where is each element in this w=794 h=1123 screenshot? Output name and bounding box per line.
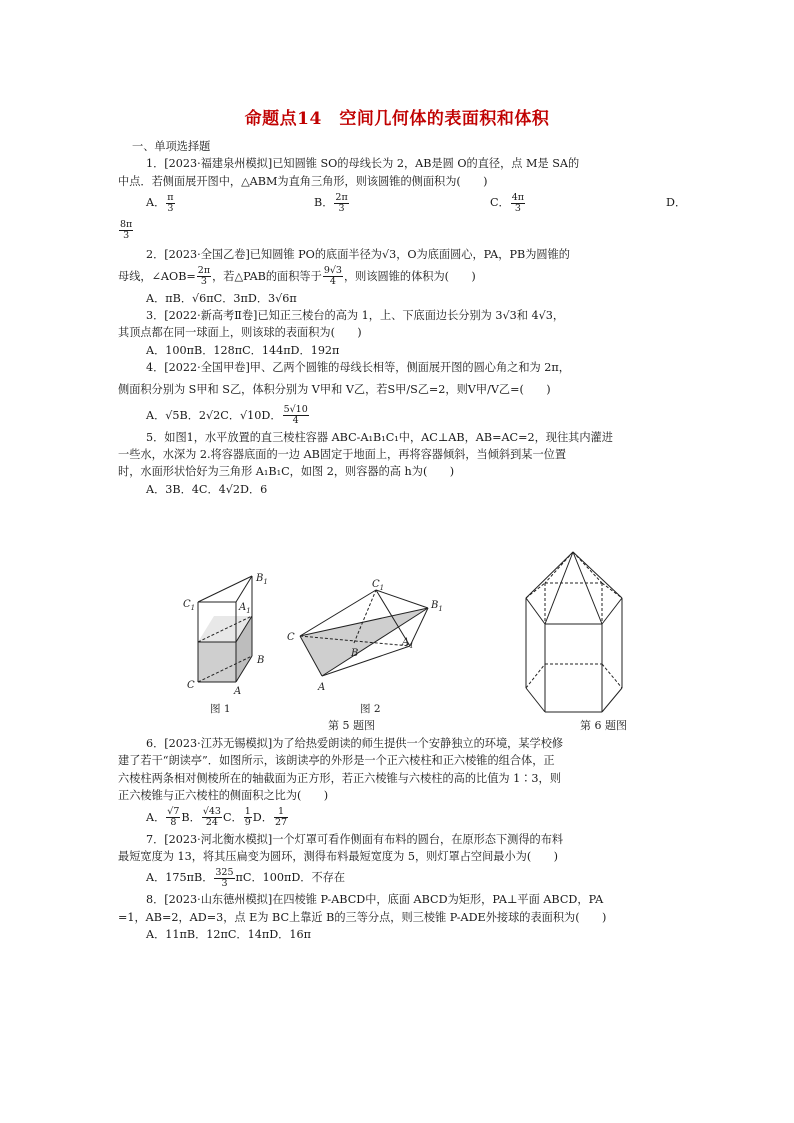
fig1-label-b1: $B_1$ [256, 573, 268, 586]
fig1-label-c: C [187, 680, 195, 691]
q4-line2: 侧面积分别为 S甲和 S乙，体积分别为 V甲和 V乙，若S甲/S乙=2，则V甲/V乙=( ) [118, 382, 551, 396]
fig2-label-b: B [351, 648, 359, 659]
fig2-label-b1: $B_1$ [431, 600, 443, 613]
q4-line1: 4．[2022·全国甲卷]甲、乙两个圆锥的母线长相等，侧面展开图的圆心角之和为 2π， [146, 361, 570, 375]
q5-line3: 时，水面形状恰好为三角形 A₁B₁C，如图 2，则容器的高 h为( ) [118, 465, 455, 479]
fig1-label-b: B [257, 655, 265, 666]
q6-options: A． $\frac{√7}{8}$ B． $\frac{√43}{24}$ C． $\frac{1}{9}$ D． $\frac{1}{27}$ [146, 806, 288, 829]
q1-option-d: $\frac{8\pi}{3}$ [120, 219, 133, 242]
q1-option-b: B． $\frac{2\pi}{3}$ [314, 191, 348, 214]
page-title: 命题点14 空间几何体的表面积和体积 [244, 109, 550, 129]
q5-line2: 一些水，水深为 2.将容器底面的一边 AB固定于地面上，再将容器倾斜，当倾斜到某一位置 [118, 447, 567, 461]
q1-line2: 中点．若侧面展开图中，△ABM为直角三角形，则该圆锥的侧面积为( ) [118, 174, 488, 188]
q6-line2: 建了若干“朗读亭”．如图所示，该朗读亭的外形是一个正六棱柱和正六棱锥的组合体，正 [118, 754, 555, 768]
figure-6-pavilion [526, 552, 622, 712]
content-lower [118, 735, 684, 944]
q5-line1: 5．如图1，水平放置的直三棱柱容器 ABC-A₁B₁C₁中，AC⊥AB，AB=AC=2，现往其内灌进 [146, 430, 613, 444]
q8-line1: 8．[2023·山东德州模拟]在四棱锥 P-ABCD中，底面 ABCD为矩形，PA⊥平面 ABCD，PA [146, 893, 604, 907]
fig2-caption: 图 2 [360, 703, 381, 715]
q7-line1: 7．[2023·河北衡水模拟]一个灯罩可看作侧面有布料的圆台，在原形态下测得的布料 [146, 832, 564, 846]
q1-line1: 1．[2023·福建泉州模拟]已知圆锥 SO的母线长为 2，AB是圆 O的直径，点 M是 SA的 [146, 157, 580, 171]
q2-line2: 母线，∠AOB= $\frac{2\pi}{3}$ ，若△PAB的面积等于 $\frac{9√3}{4}$ ，则该圆锥的体积为( ) [118, 265, 476, 288]
figure-1-prism [198, 576, 252, 682]
q2-line1: 2．[2023·全国乙卷]已知圆锥 PO的底面半径为√3，O为底面圆心，PA，PB为圆锥的 [146, 248, 570, 262]
q1-option-a: A． $\frac{\pi}{3}$ [146, 191, 174, 214]
fig1-label-a1: $A_1$ [239, 602, 251, 615]
q1-option-d-label: D． [666, 196, 687, 210]
figure-2-prism [300, 590, 428, 676]
fig2-label-a: A [318, 682, 326, 693]
section-heading: 一、单项选择题 [132, 140, 211, 153]
q7-line2: 最短宽度为 13，将其压扁变为圆环，测得布料最短宽度为 5，则灯罩占空间最小为( ) [118, 849, 558, 863]
q6-line3: 六棱柱两条相对侧棱所在的轴截面为正方形，若正六棱锥与六棱柱的高的比值为 1∶3，则 [118, 771, 561, 785]
fig1-caption: 图 1 [210, 703, 231, 715]
q5-figure-caption: 第 5 题图 [328, 719, 375, 732]
q7-options: A．175πB． $\frac{325}{3}$ πC．100πD．不存在 [146, 866, 346, 889]
fig2-label-c: C [287, 632, 295, 643]
q5-options: A．3B．4C．4√2D．6 [146, 482, 268, 496]
q4-options: A．√5B．2√2C．√10D． $\frac{5√10}{4}$ [146, 404, 308, 427]
q8-line2: =1，AB=2，AD=3，点 E为 BC上靠近 B的三等分点，则三棱锥 P-ADE外接球的表面积为( ) [118, 910, 607, 924]
fig1-label-c1: $C_1$ [183, 599, 196, 612]
q6-line4: 正六棱锥与正六棱柱的侧面积之比为( ) [118, 789, 329, 803]
q3-line2: 其顶点都在同一球面上，则该球的表面积为( ) [118, 326, 362, 340]
q6-line1: 6．[2023·江苏无锡模拟]为了给热爱朗读的师生提供一个安静独立的环境，某学校修 [146, 737, 564, 750]
fig1-label-a: A [234, 686, 242, 697]
q1-option-c: C． $\frac{4\pi}{3}$ [490, 191, 525, 214]
q8-options: A．11πB．12πC．14πD．16π [146, 928, 311, 942]
q6-figure-caption: 第 6 题图 [580, 719, 627, 732]
fig2-label-c1: $C_1$ [372, 579, 385, 592]
q2-options: A．πB．√6πC．3πD．3√6π [146, 291, 297, 305]
fig2-label-a1: $A_1$ [402, 637, 414, 650]
q3-options: A．100πB．128πC．144πD．192π [146, 343, 340, 357]
q3-line1: 3．[2022·新高考Ⅱ卷]已知正三棱台的高为 1，上、下底面边长分别为 3√3和 4√3， [146, 308, 565, 322]
